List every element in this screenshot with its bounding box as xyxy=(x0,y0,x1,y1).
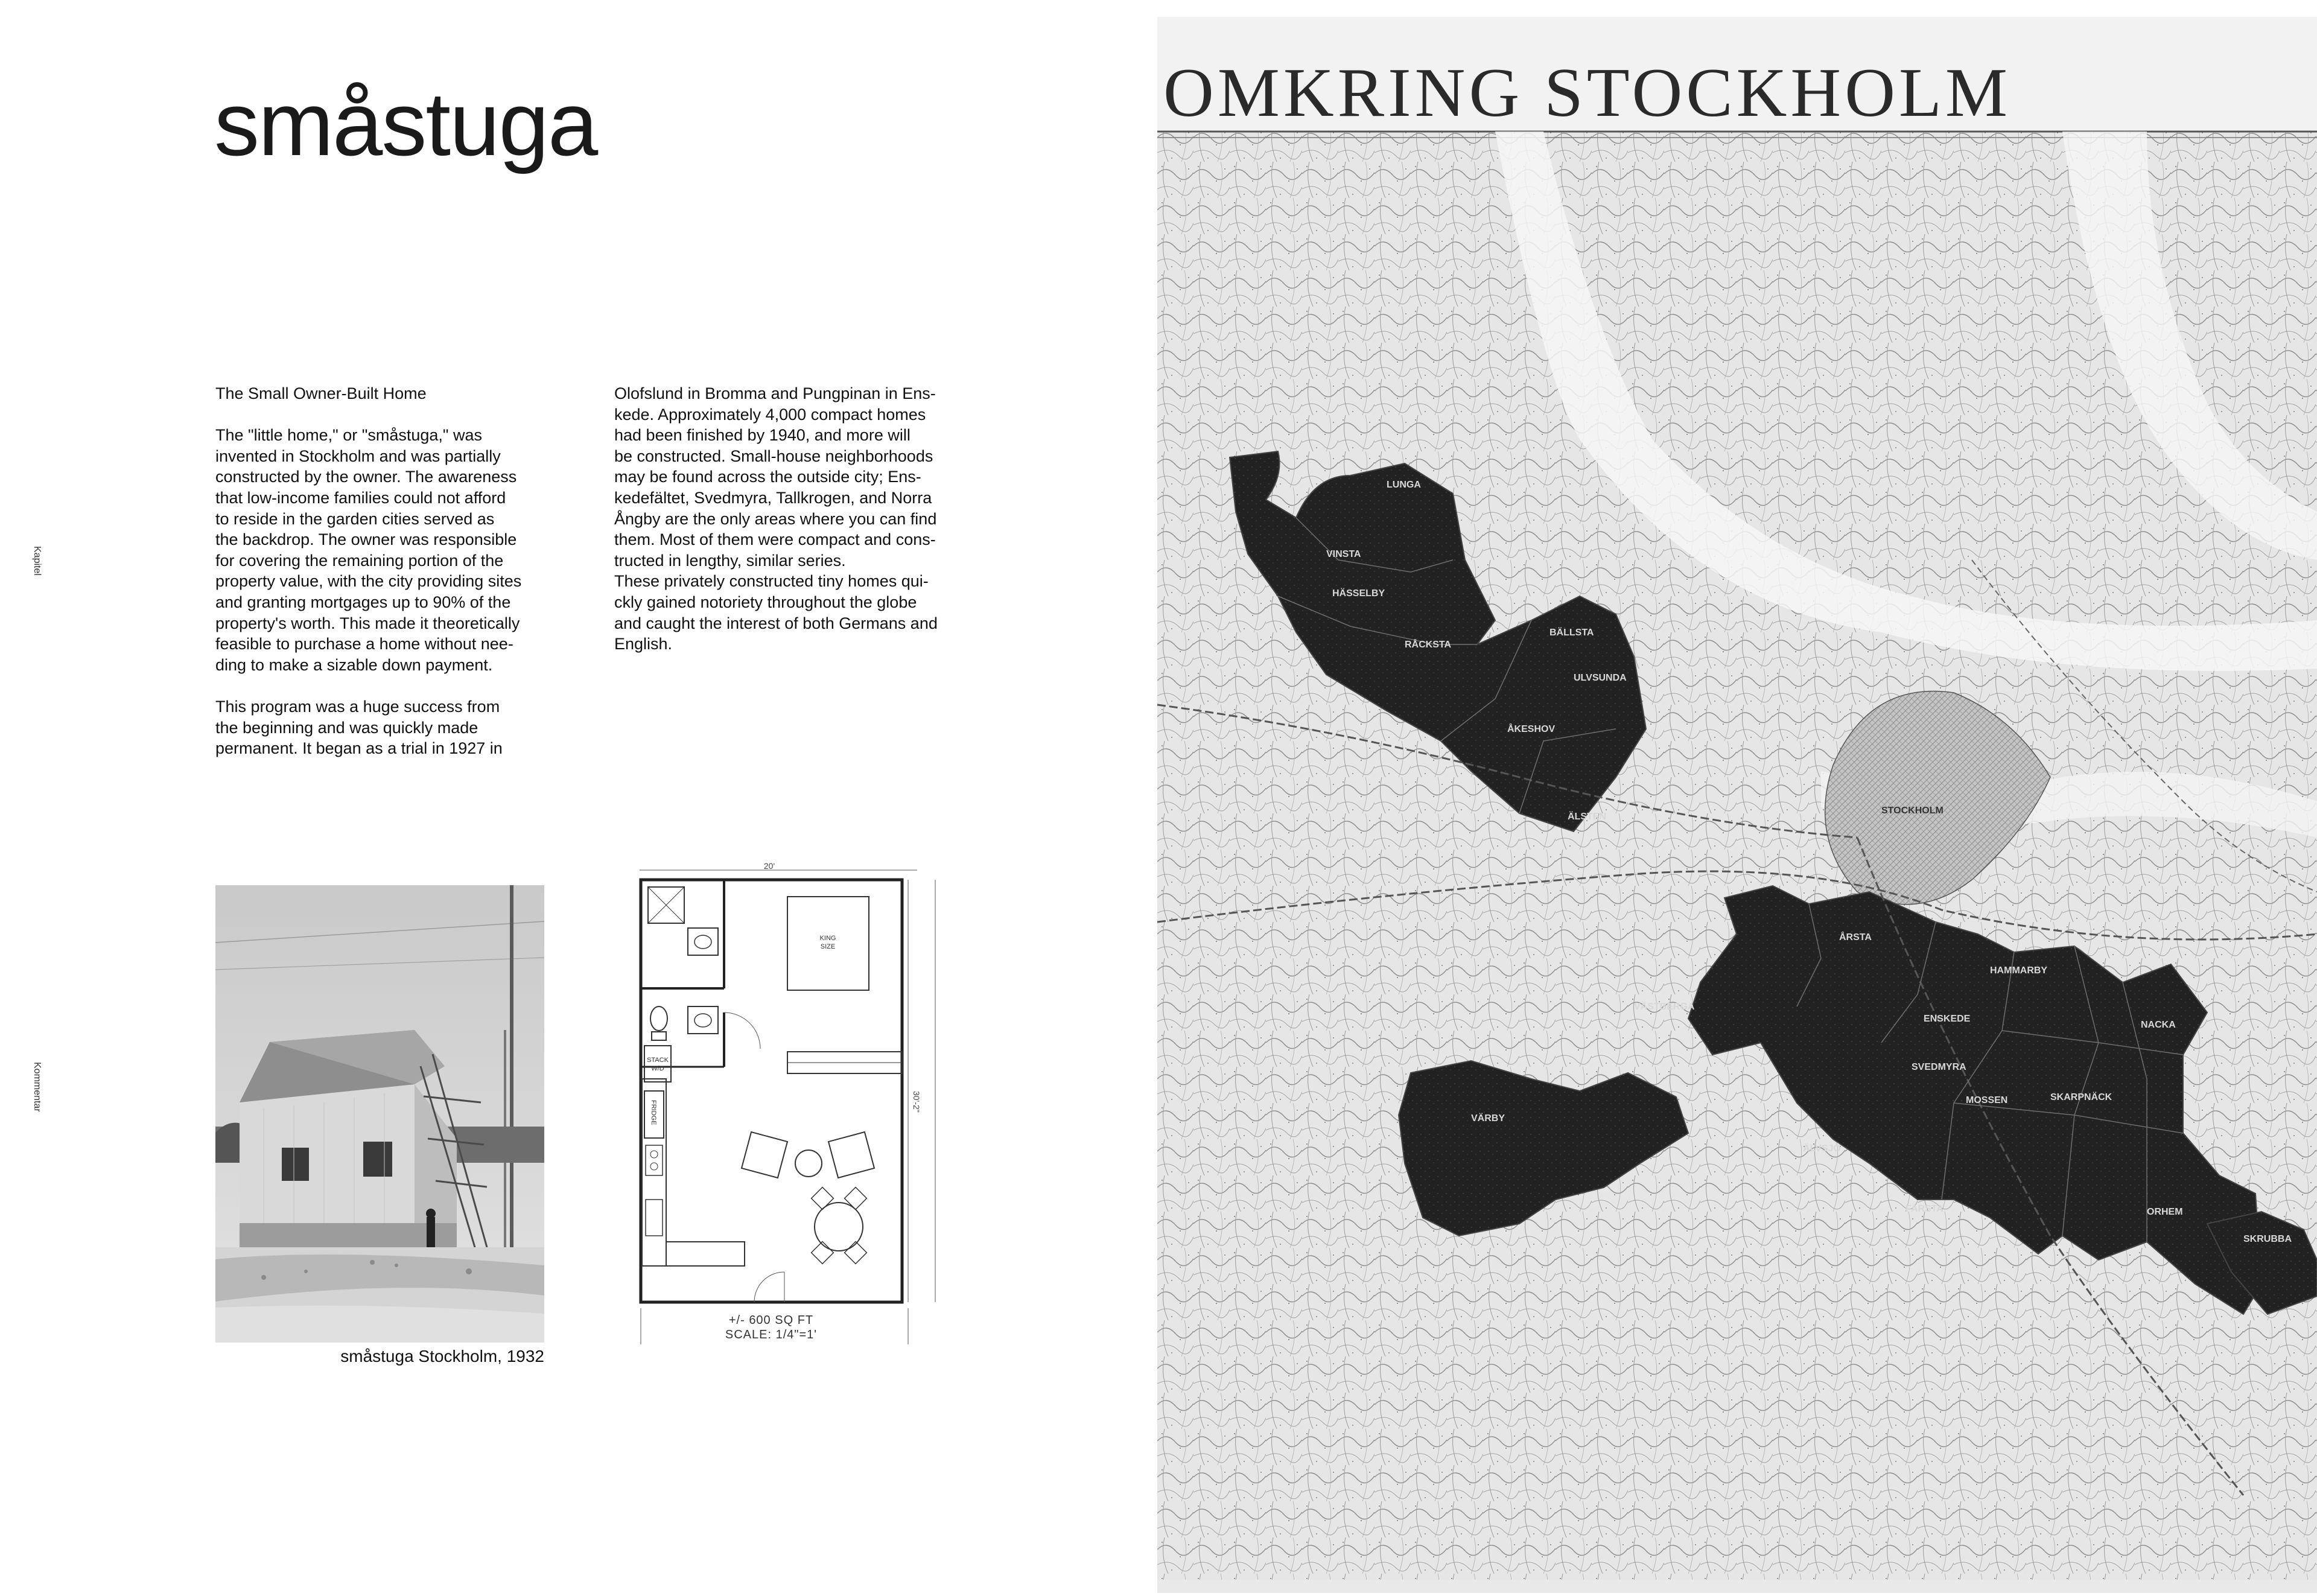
house-photo xyxy=(215,885,544,1343)
floor-plan xyxy=(634,862,920,1344)
district-label-orhem: ORHEM xyxy=(2147,1207,2183,1217)
district-label-vastberga: VÄSTBERGA xyxy=(1634,1002,1695,1012)
district-label-lunga: LUNGA xyxy=(1387,480,1421,490)
district-label-vinsta: VINSTA xyxy=(1326,549,1361,559)
district-label-alvsjo: ÄLVSJÖ xyxy=(1803,1143,1841,1154)
plan-scale: SCALE: 1/4"=1' xyxy=(725,1328,818,1341)
plan-area: +/- 600 SQ FT xyxy=(728,1314,814,1327)
bed-label-1: KING xyxy=(819,935,836,942)
district-label-alsten: ÄLSTEN xyxy=(1568,812,1606,822)
district-label-hammarby: HAMMARBY xyxy=(1990,965,2048,976)
page-title: småstuga xyxy=(214,73,597,174)
text-column-2 xyxy=(614,383,964,675)
side-label-commentary: Kommentar xyxy=(32,1062,42,1112)
stack-label-1: STACK xyxy=(647,1057,669,1064)
photo-caption: småstuga Stockholm, 1932 xyxy=(340,1347,544,1366)
fridge-label: FRIDGE xyxy=(650,1100,657,1125)
district-label-racksta: RÅCKSTA xyxy=(1405,640,1452,650)
district-label-nacka: NACKA xyxy=(2141,1020,2176,1030)
district-label-svedmyra: SVEDMYRA xyxy=(1912,1062,1966,1072)
plan-depth-dim: 30'-2" xyxy=(912,1091,921,1113)
district-label-ballsta: BÄLLSTA xyxy=(1549,628,1594,638)
district-label-farsta: FARSTA xyxy=(1905,1204,1944,1214)
map-title: OMKRING STOCKHOLM xyxy=(1163,54,2011,132)
plan-width-dim: 20' xyxy=(763,861,775,871)
paragraph-2: This program was a huge success from the beginning and was quickly made permanent. It began as a trial in 1927 in xyxy=(215,697,503,758)
bed-label-2: SIZE xyxy=(820,943,836,950)
district-label-ulvsunda: ULVSUNDA xyxy=(1574,673,1627,683)
section-heading: The Small Owner-Built Home xyxy=(215,384,427,402)
district-label-skrubba: SKRUBBA xyxy=(2243,1234,2292,1244)
side-label-chapter: Kapitel xyxy=(32,546,42,576)
district-label-enskede: ENSKEDE xyxy=(1924,1014,1971,1024)
stack-label-2: W/D xyxy=(651,1065,664,1072)
paragraph-1: The "little home," or "småstuga," was invented in Stockholm and was partially constructed by the owner. The awareness that low-income families could not afford to reside in the garden cities served as the backdrop. The owner was responsible for covering the remaining portion of the property value, with the city providing sites and granting mortgages up to 90% of the property's worth. This made it theoretically feasible to purchase a home without nee- ding to make a sizable down payment. xyxy=(215,426,522,674)
paragraph-3: Olofslund in Bromma and Pungpinan in Ens- kede. Approximately 4,000 compact homes had been finished by 1940, and more will be constructed. Small-house neighborhoods may be found across the outside city; Ens- kedefältet, Svedmyra, Tallkrogen, and Norra Ångby are the only areas where you can find them. Most of them were compact and cons- tructed in lengthy, similar series. These privately constructed tiny homes qui- ckly gained notoriety throughout the globe and caught the interest of both Germans and English. xyxy=(614,384,938,653)
district-label-akeshov: ÅKESHOV xyxy=(1507,724,1556,734)
district-label-arsta: ÅRSTA xyxy=(1839,932,1872,943)
text-column-1 xyxy=(215,383,553,780)
district-label-mossen: MOSSEN xyxy=(1966,1095,2008,1105)
stockholm-map xyxy=(1157,17,2317,1593)
district-label-hasselby: HÄSSELBY xyxy=(1332,588,1385,599)
district-label-stockholm: STOCKHOLM xyxy=(1881,806,1944,816)
district-label-varby: VÄRBY xyxy=(1471,1113,1505,1124)
district-label-skarpnack: SKARPNÄCK xyxy=(2050,1092,2112,1102)
